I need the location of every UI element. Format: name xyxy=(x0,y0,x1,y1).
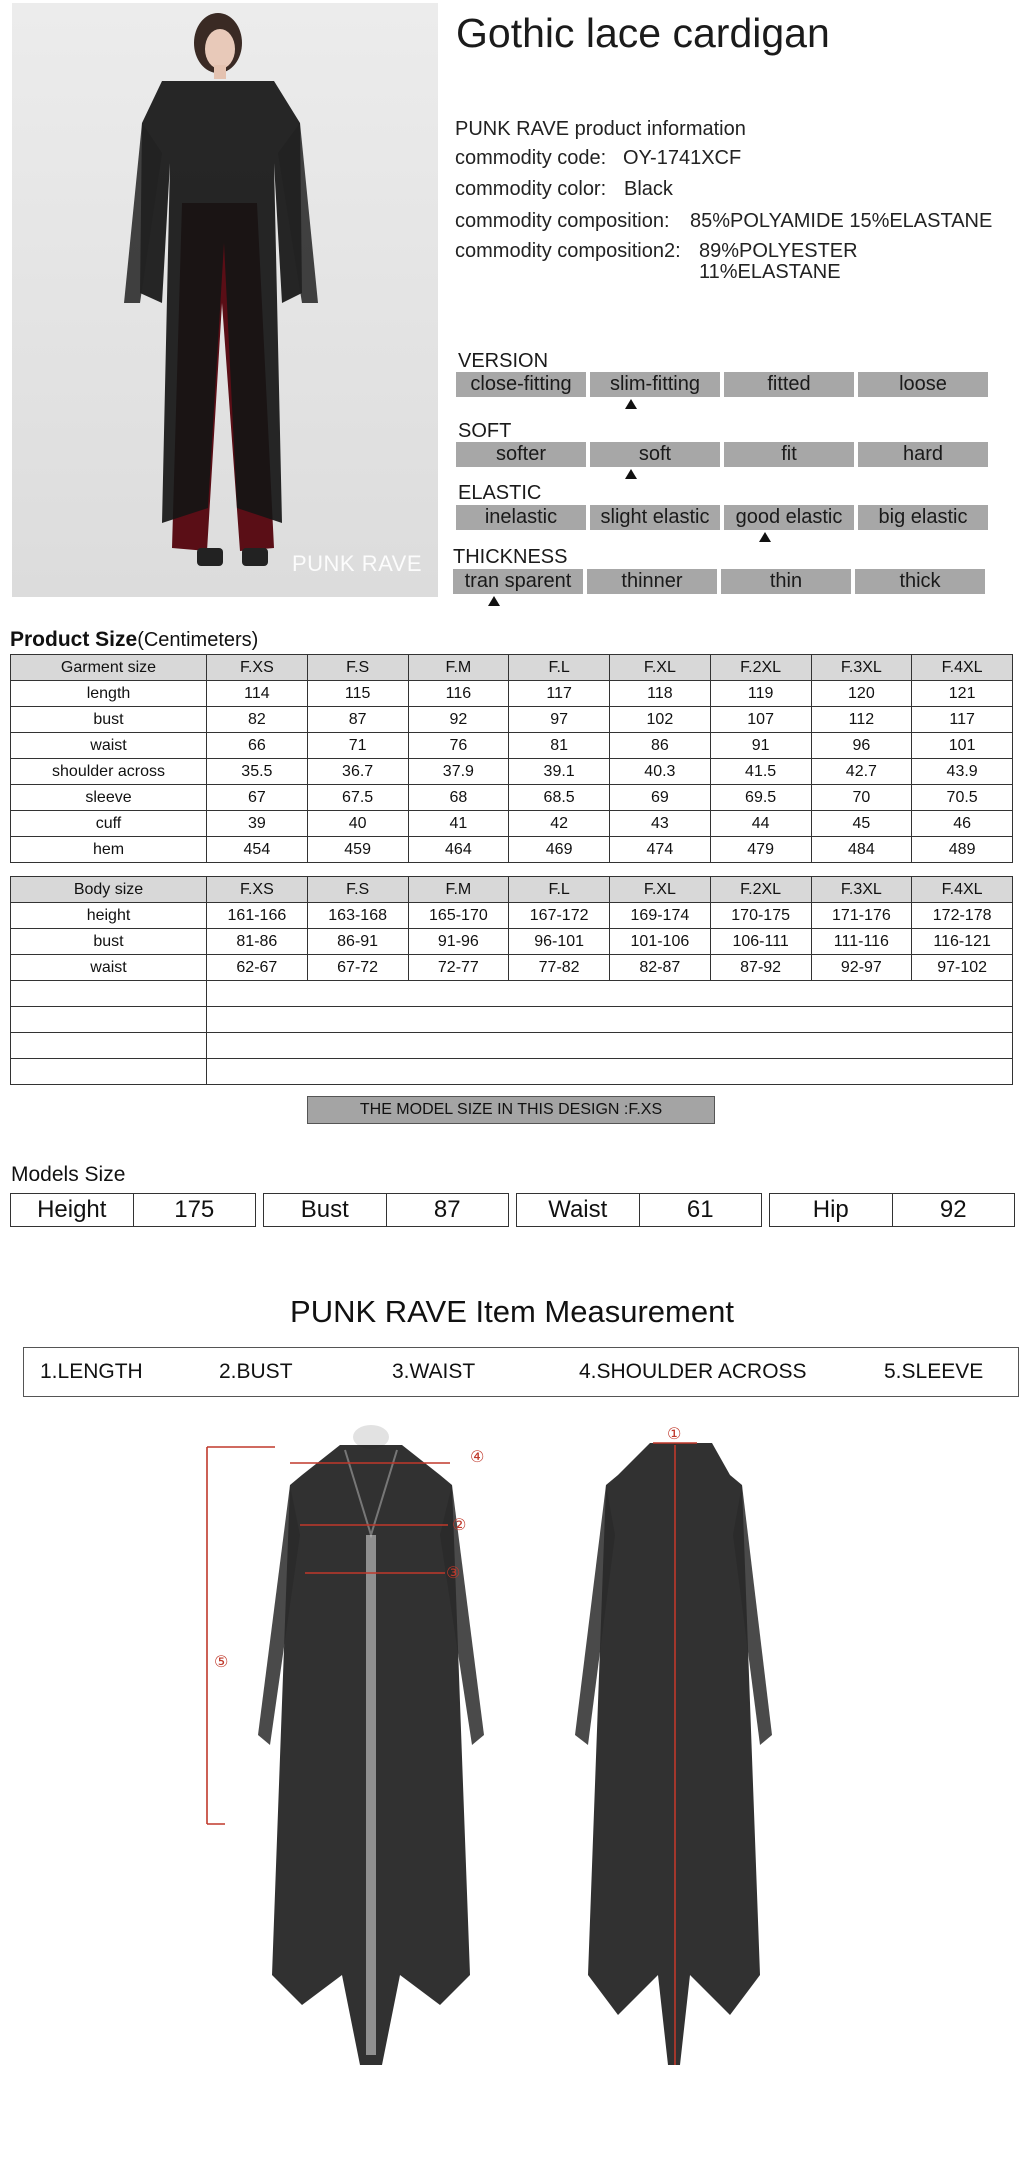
table-cell: 42 xyxy=(509,811,610,837)
table-cell: 42.7 xyxy=(811,759,912,785)
thickness-option: thinner xyxy=(587,569,717,594)
table-row xyxy=(11,929,1013,955)
body-header-cell: F.2XL xyxy=(710,877,811,903)
elastic-option: slight elastic xyxy=(590,505,720,530)
soft-option: soft xyxy=(590,442,720,467)
product-photo xyxy=(12,3,438,597)
table-cell: 116 xyxy=(408,681,509,707)
body-header-cell: F.3XL xyxy=(811,877,912,903)
table-cell: 161-166 xyxy=(207,903,308,929)
table-cell: 40.3 xyxy=(610,759,711,785)
composition2-value-line2: 11%ELASTANE xyxy=(699,261,841,283)
product-size-title xyxy=(10,628,258,652)
measurement-item-shoulder: 4.SHOULDER ACROSS xyxy=(579,1360,807,1383)
measurement-item-waist: 3.WAIST xyxy=(392,1360,476,1383)
info-color xyxy=(455,178,673,201)
model-hip xyxy=(769,1193,1015,1227)
table-cell: 37.9 xyxy=(408,759,509,785)
model-height-value: 175 xyxy=(174,1196,215,1223)
table-cell: 67-72 xyxy=(307,955,408,981)
table-row xyxy=(11,707,1013,733)
photo-watermark: PUNK RAVE xyxy=(291,551,422,576)
table-cell: sleeve xyxy=(11,785,207,811)
table-cell: 96 xyxy=(811,733,912,759)
empty-cell xyxy=(11,981,207,1007)
table-cell: 43 xyxy=(610,811,711,837)
garment-header-cell: F.L xyxy=(509,655,610,681)
elastic-selected-marker xyxy=(759,532,771,542)
table-cell: 121 xyxy=(912,681,1013,707)
empty-cell xyxy=(207,1033,1013,1059)
table-cell: length xyxy=(11,681,207,707)
table-cell: 67 xyxy=(207,785,308,811)
empty-cell xyxy=(11,1007,207,1033)
table-cell: 36.7 xyxy=(307,759,408,785)
models-size-row xyxy=(10,1193,1015,1227)
measurement-item-bust: 2.BUST xyxy=(219,1360,293,1383)
model-waist-value: 61 xyxy=(686,1196,714,1223)
table-cell: 169-174 xyxy=(610,903,711,929)
table-cell: 459 xyxy=(307,837,408,863)
elastic-option: big elastic xyxy=(858,505,988,530)
table-cell: 35.5 xyxy=(207,759,308,785)
table-cell: 92-97 xyxy=(811,955,912,981)
model-bust xyxy=(263,1193,509,1227)
version-selected-marker xyxy=(625,399,637,409)
table-cell: 111-116 xyxy=(811,929,912,955)
code-label: commodity code: xyxy=(455,147,607,169)
measurement-item-sleeve: 5.SLEEVE xyxy=(884,1360,984,1383)
thickness-label: THICKNESS xyxy=(453,546,568,568)
table-cell: 117 xyxy=(509,681,610,707)
garment-header-cell: F.XS xyxy=(207,655,308,681)
table-cell: 469 xyxy=(509,837,610,863)
table-row xyxy=(11,785,1013,811)
table-cell: 69 xyxy=(610,785,711,811)
table-cell: 69.5 xyxy=(710,785,811,811)
composition-label: commodity composition: xyxy=(455,210,670,232)
soft-option: hard xyxy=(858,442,988,467)
table-cell: waist xyxy=(11,955,207,981)
soft-option: softer xyxy=(456,442,586,467)
measurement-title: PUNK RAVE Item Measurement xyxy=(290,1294,734,1329)
table-cell: 62-67 xyxy=(207,955,308,981)
soft-option: fit xyxy=(724,442,854,467)
table-cell: 39.1 xyxy=(509,759,610,785)
garment-size-table xyxy=(10,654,1013,863)
table-cell: 76 xyxy=(408,733,509,759)
elastic-label: ELASTIC xyxy=(458,482,542,504)
table-cell: 454 xyxy=(207,837,308,863)
table-cell: 82 xyxy=(207,707,308,733)
table-cell: 484 xyxy=(811,837,912,863)
table-cell: cuff xyxy=(11,811,207,837)
table-row xyxy=(11,811,1013,837)
table-cell: 117 xyxy=(912,707,1013,733)
model-waist xyxy=(516,1193,762,1227)
table-cell: 77-82 xyxy=(509,955,610,981)
table-cell: 86 xyxy=(610,733,711,759)
table-cell: 67.5 xyxy=(307,785,408,811)
product-size-unit: (Centimeters) xyxy=(137,629,259,651)
thickness-scale xyxy=(453,569,985,594)
thickness-selected-marker xyxy=(488,596,500,606)
table-cell: 81 xyxy=(509,733,610,759)
table-cell: 116-121 xyxy=(912,929,1013,955)
model-bust-label: Bust xyxy=(264,1194,387,1226)
marker-4: ④ xyxy=(470,1447,485,1466)
garment-header-cell: Garment size xyxy=(11,655,207,681)
model-bust-value: 87 xyxy=(433,1196,461,1223)
garment-header-cell: F.4XL xyxy=(912,655,1013,681)
thickness-option: thick xyxy=(855,569,985,594)
garment-header-cell: F.3XL xyxy=(811,655,912,681)
table-cell: 101 xyxy=(912,733,1013,759)
empty-cell xyxy=(11,1033,207,1059)
version-option: loose xyxy=(858,372,988,397)
table-cell: 479 xyxy=(710,837,811,863)
table-cell: 118 xyxy=(610,681,711,707)
product-title: Gothic lace cardigan xyxy=(456,10,830,56)
table-cell: 91-96 xyxy=(408,929,509,955)
table-cell: 46 xyxy=(912,811,1013,837)
table-cell: 71 xyxy=(307,733,408,759)
version-option: fitted xyxy=(724,372,854,397)
table-cell: 87-92 xyxy=(710,955,811,981)
color-label: commodity color: xyxy=(455,178,607,200)
empty-row xyxy=(11,1007,1013,1033)
body-header-cell: F.L xyxy=(509,877,610,903)
table-cell: 70 xyxy=(811,785,912,811)
body-size-table xyxy=(10,876,1013,1085)
empty-cell xyxy=(207,1059,1013,1085)
composition2-label: commodity composition2: xyxy=(455,240,681,262)
table-row xyxy=(11,955,1013,981)
marker-2: ② xyxy=(452,1515,467,1534)
elastic-option: good elastic xyxy=(724,505,854,530)
table-cell: 44 xyxy=(710,811,811,837)
table-cell: 68 xyxy=(408,785,509,811)
info-composition xyxy=(455,210,993,233)
body-header-cell: Body size xyxy=(11,877,207,903)
table-cell: 39 xyxy=(207,811,308,837)
table-cell: 114 xyxy=(207,681,308,707)
body-header-cell: F.M xyxy=(408,877,509,903)
garment-header-cell: F.XL xyxy=(610,655,711,681)
garment-header-cell: F.S xyxy=(307,655,408,681)
table-cell: 97 xyxy=(509,707,610,733)
table-cell: 107 xyxy=(710,707,811,733)
model-hip-label: Hip xyxy=(770,1194,893,1226)
elastic-option: inelastic xyxy=(456,505,586,530)
table-cell: 97-102 xyxy=(912,955,1013,981)
table-cell: 43.9 xyxy=(912,759,1013,785)
composition-value: 85%POLYAMIDE 15%ELASTANE xyxy=(690,210,993,232)
table-cell: 96-101 xyxy=(509,929,610,955)
body-header-cell: F.XS xyxy=(207,877,308,903)
table-cell: 112 xyxy=(811,707,912,733)
version-option: slim-fitting xyxy=(590,372,720,397)
garment-header-cell: F.2XL xyxy=(710,655,811,681)
table-cell: hem xyxy=(11,837,207,863)
garment-header-row xyxy=(11,655,1013,681)
table-cell: 40 xyxy=(307,811,408,837)
table-cell: 45 xyxy=(811,811,912,837)
table-cell: 489 xyxy=(912,837,1013,863)
table-cell: 119 xyxy=(710,681,811,707)
version-scale xyxy=(456,372,988,397)
table-cell: bust xyxy=(11,929,207,955)
soft-scale xyxy=(456,442,988,467)
empty-row xyxy=(11,981,1013,1007)
model-height xyxy=(10,1193,256,1227)
body-header-cell: F.S xyxy=(307,877,408,903)
model-hip-value: 92 xyxy=(939,1196,967,1223)
table-cell: 106-111 xyxy=(710,929,811,955)
table-cell: shoulder across xyxy=(11,759,207,785)
version-label: VERSION xyxy=(458,350,549,372)
model-size-note: THE MODEL SIZE IN THIS DESIGN :F.XS xyxy=(307,1096,715,1124)
model-waist-label: Waist xyxy=(517,1194,640,1226)
measurement-legend xyxy=(23,1347,1019,1397)
info-composition2 xyxy=(455,240,858,283)
table-row xyxy=(11,903,1013,929)
table-cell: 464 xyxy=(408,837,509,863)
product-size-heading: Product Size xyxy=(10,628,138,651)
table-cell: height xyxy=(11,903,207,929)
body-header-cell: F.XL xyxy=(610,877,711,903)
table-cell: 170-175 xyxy=(710,903,811,929)
table-cell: 115 xyxy=(307,681,408,707)
table-cell: 101-106 xyxy=(610,929,711,955)
model-height-label: Height xyxy=(11,1194,134,1226)
empty-cell xyxy=(207,1007,1013,1033)
garment-header-cell: F.M xyxy=(408,655,509,681)
table-cell: 91 xyxy=(710,733,811,759)
empty-row xyxy=(11,1059,1013,1085)
body-header-cell: F.4XL xyxy=(912,877,1013,903)
table-cell: waist xyxy=(11,733,207,759)
version-option: close-fitting xyxy=(456,372,586,397)
soft-label: SOFT xyxy=(458,420,512,442)
table-cell: 72-77 xyxy=(408,955,509,981)
table-cell: 92 xyxy=(408,707,509,733)
color-value: Black xyxy=(624,178,673,200)
models-size-title: Models Size xyxy=(11,1163,126,1186)
empty-row xyxy=(11,1033,1013,1059)
table-cell: 41.5 xyxy=(710,759,811,785)
elastic-scale xyxy=(456,505,988,530)
table-cell: 70.5 xyxy=(912,785,1013,811)
marker-1: ① xyxy=(667,1424,682,1443)
garment-back xyxy=(575,1443,772,2065)
measurement-item-length: 1.LENGTH xyxy=(40,1360,143,1383)
table-row xyxy=(11,733,1013,759)
garment-front xyxy=(258,1425,484,2065)
info-heading: PUNK RAVE product information xyxy=(455,118,746,140)
measurement-diagram xyxy=(0,1415,1024,2155)
table-cell: 66 xyxy=(207,733,308,759)
table-cell: 163-168 xyxy=(307,903,408,929)
table-cell: 165-170 xyxy=(408,903,509,929)
empty-cell xyxy=(11,1059,207,1085)
thickness-option: tran sparent xyxy=(453,569,583,594)
info-code xyxy=(455,147,742,170)
body-header-row xyxy=(11,877,1013,903)
table-cell: bust xyxy=(11,707,207,733)
table-cell: 87 xyxy=(307,707,408,733)
table-cell: 41 xyxy=(408,811,509,837)
table-cell: 68.5 xyxy=(509,785,610,811)
marker-5: ⑤ xyxy=(214,1652,229,1671)
thickness-option: thin xyxy=(721,569,851,594)
table-cell: 172-178 xyxy=(912,903,1013,929)
empty-cell xyxy=(207,981,1013,1007)
table-row xyxy=(11,837,1013,863)
table-row xyxy=(11,681,1013,707)
table-cell: 82-87 xyxy=(610,955,711,981)
marker-3: ③ xyxy=(446,1563,461,1582)
table-cell: 167-172 xyxy=(509,903,610,929)
table-cell: 474 xyxy=(610,837,711,863)
table-cell: 86-91 xyxy=(307,929,408,955)
table-row xyxy=(11,759,1013,785)
code-value: OY-1741XCF xyxy=(623,147,742,169)
table-cell: 171-176 xyxy=(811,903,912,929)
table-cell: 120 xyxy=(811,681,912,707)
table-cell: 81-86 xyxy=(207,929,308,955)
table-cell: 102 xyxy=(610,707,711,733)
soft-selected-marker xyxy=(625,469,637,479)
composition2-value-line1: 89%POLYESTER xyxy=(699,240,858,262)
model-figure xyxy=(12,3,438,597)
